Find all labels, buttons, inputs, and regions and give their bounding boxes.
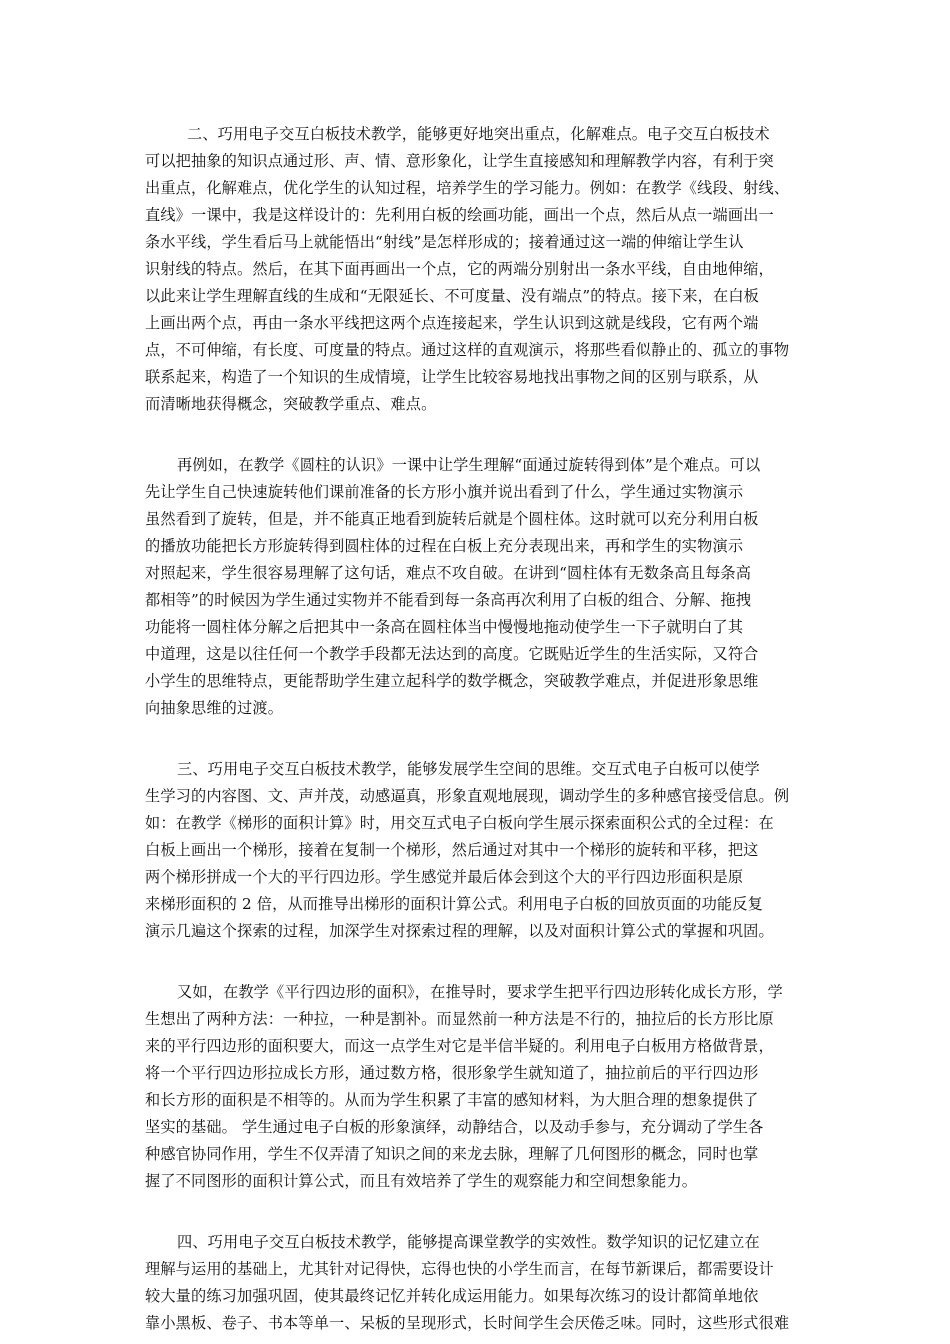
paragraph-line: 而清晰地获得概念，突破教学重点、难点。: [145, 395, 437, 413]
paragraph-line: 握了不同图形的面积计算公式，而且有效培养了学生的观察能力和空间想象能力。: [145, 1172, 698, 1190]
paragraph-line: 小学生的思维特点，更能帮助学生建立起科学的数学概念，突破教学难点，并促进形象思维: [145, 672, 759, 690]
paragraph-line: 和长方形的面积是不相等的。从而为学生积累了丰富的感知材料，为大胆合理的想象提供了: [145, 1091, 759, 1109]
paragraph-line: 理解与运用的基础上，尤其针对记得快，忘得也快的小学生而言，在每节新课后，都需要设计: [145, 1260, 774, 1278]
paragraph-line: 四、巧用电子交互白板技术教学，能够提高课堂教学的实效性。数学知识的记忆建立在: [177, 1233, 760, 1251]
paragraph-line: 再例如，在教学《圆柱的认识》一课中让学生理解“面通过旋转得到体”是个难点。可以: [177, 456, 761, 474]
paragraph-line: 来梯形面积的 2 倍，从而推导出梯形的面积计算公式。利用电子白板的回放页面的功能反复: [145, 895, 763, 913]
paragraph-line: 虽然看到了旋转，但是，并不能真正地看到旋转后就是个圆柱体。这时就可以充分利用白板: [145, 510, 759, 528]
paragraph-line: 两个梯形拼成一个大的平行四边形。学生感觉并最后体会到这个大的平行四边形面积是原: [145, 868, 744, 886]
paragraph-line: 以此来让学生理解直线的生成和“无限延长、不可度量、没有端点”的特点。接下来，在白板: [145, 287, 759, 305]
paragraph-line: 演示几遍这个探索的过程，加深学生对探索过程的理解，以及对面积计算公式的掌握和巩固。: [145, 922, 774, 940]
paragraph-line: 白板上画出一个梯形，接着在复制一个梯形，然后通过对其中一个梯形的旋转和平移，把这: [145, 841, 759, 859]
paragraph-line: 向抽象思维的过渡。: [145, 699, 284, 717]
paragraph-line: 的播放功能把长方形旋转得到圆柱体的过程在白板上充分表现出来，再和学生的实物演示: [145, 537, 744, 555]
paragraph-line: 又如，在教学《平行四边形的面积》，在推导时，要求学生把平行四边形转化成长方形，学: [177, 983, 783, 1001]
paragraph-line: 种感官协同作用，学生不仅弄清了知识之间的来龙去脉，理解了几何图形的概念，同时也掌: [145, 1145, 759, 1163]
paragraph-line: 二、巧用电子交互白板技术教学，能够更好地突出重点，化解难点。电子交互白板技术: [187, 125, 770, 143]
paragraph-line: 可以把抽象的知识点通过形、声、情、意形象化，让学生直接感知和理解教学内容，有利于突: [145, 152, 774, 170]
paragraph-line: 点，不可伸缩，有长度、可度量的特点。通过这样的直观演示，将那些看似静止的、孤立的事物: [145, 341, 790, 359]
paragraph-line: 如：在教学《梯形的面积计算》时，用交互式电子白板向学生展示探索面积公式的全过程：在: [145, 814, 774, 832]
paragraph-line: 上画出两个点，再由一条水平线把这两个点连接起来，学生认识到这就是线段，它有两个端: [145, 314, 759, 332]
paragraph-line: 生想出了两种方法：一种拉，一种是割补。而显然前一种方法是不行的，抽拉后的长方形比原: [145, 1010, 774, 1028]
paragraph-line: 直线》一课中，我是这样设计的：先利用白板的绘画功能，画出一个点，然后从点一端画出一: [145, 206, 774, 224]
paragraph-line: 功能将一圆柱体分解之后把其中一条高在圆柱体当中慢慢地拖动使学生一下子就明白了其: [145, 618, 744, 636]
paragraph-line: 对照起来，学生很容易理解了这句话，难点不攻自破。在讲到“圆柱体有无数条高且每条高: [145, 564, 752, 582]
paragraph-line: 中道理，这是以往任何一个教学手段都无法达到的高度。它既贴近学生的生活实际，又符合: [145, 645, 759, 663]
paragraph-line: 将一个平行四边形拉成长方形，通过数方格，很形象学生就知道了，抽拉前后的平行四边形: [145, 1064, 759, 1082]
paragraph-line: 坚实的基础。 学生通过电子白板的形象演绎，动静结合，以及动手参与，充分调动了学生各: [145, 1118, 764, 1136]
paragraph-line: 三、巧用电子交互白板技术教学，能够发展学生空间的思维。交互式电子白板可以使学: [177, 760, 760, 778]
paragraph-line: 生学习的内容图、文、声并茂，动感逼真，形象直观地展现，调动学生的多种感官接受信息。例: [145, 787, 790, 805]
paragraph-line: 来的平行四边形的面积要大，而这一点学生对它是半信半疑的。利用电子白板用方格做背景，: [145, 1037, 774, 1055]
paragraph-line: 出重点，化解难点，优化学生的认知过程，培养学生的学习能力。例如：在教学《线段、射线、: [145, 179, 790, 197]
paragraph-line: 识射线的特点。然后，在其下面再画出一个点，它的两端分别射出一条水平线，自由地伸缩，: [145, 260, 774, 278]
paragraph-line: 较大量的练习加强巩固，使其最终记忆并转化成运用能力。如果每次练习的设计都简单地依: [145, 1287, 759, 1305]
paragraph-line: 先让学生自己快速旋转他们课前准备的长方形小旗并说出看到了什么，学生通过实物演示: [145, 483, 744, 501]
paragraph-line: 条水平线，学生看后马上就能悟出“射线”是怎样形成的；接着通过这一端的伸缩让学生认: [145, 233, 744, 251]
paragraph-line: 都相等”的时候因为学生通过实物并不能看到每一条高再次利用了白板的组合、分解、拖拽: [145, 591, 752, 609]
paragraph-line: 联系起来，构造了一个知识的生成情境，让学生比较容易地找出事物之间的区别与联系，从: [145, 368, 759, 386]
paragraph-line: 靠小黑板、卷子、书本等单一、呆板的呈现形式，长时间学生会厌倦乏味。同时，这些形式很难: [145, 1314, 790, 1332]
